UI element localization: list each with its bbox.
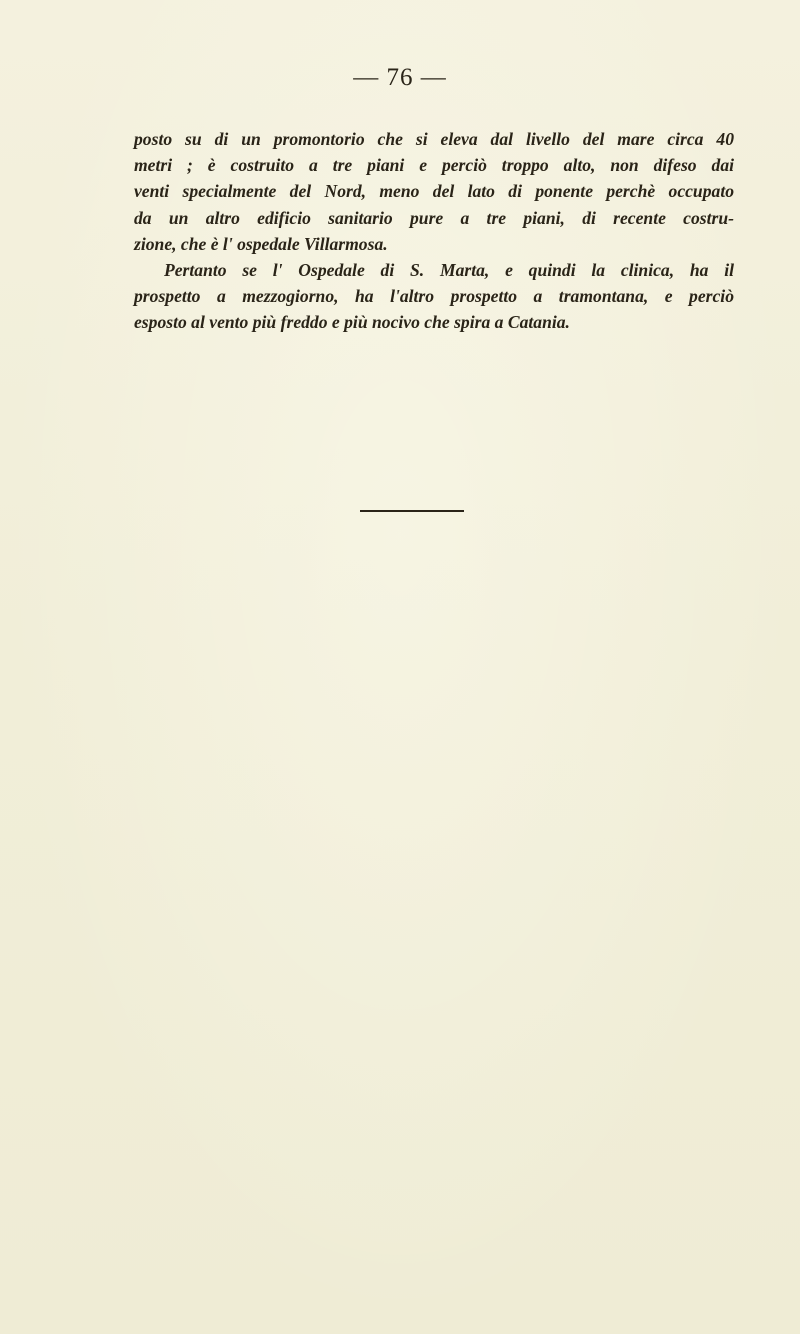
paragraph-1 xyxy=(134,126,734,257)
text-line: posto su di un promontorio che si eleva dal livello del mare circa 40 xyxy=(134,129,734,149)
section-divider xyxy=(360,510,464,512)
text-line: metri ; è costruito a tre piani e perciò troppo alto, non difeso dai xyxy=(134,155,734,176)
text-line: prospetto a mezzogiorno, ha l'altro prospetto a tramontana, e perciò xyxy=(134,286,734,307)
text-line: esposto al vento più freddo e più nocivo che spira a Catania. xyxy=(134,312,570,333)
text-line: da un altro edificio sanitario pure a tre piani, di recente costru- xyxy=(134,207,734,228)
page-number: — 76 — xyxy=(353,64,447,91)
text-line: zione, che è l' ospedale Villarmosa. xyxy=(134,233,388,254)
paragraph-2 xyxy=(134,257,734,336)
body-text xyxy=(134,126,734,336)
text-line: venti specialmente del Nord, meno del lato di ponente perchè occupato xyxy=(134,181,734,202)
text-line: Pertanto se l' Ospedale di S. Marta, e quindi la clinica, ha il xyxy=(164,260,734,281)
